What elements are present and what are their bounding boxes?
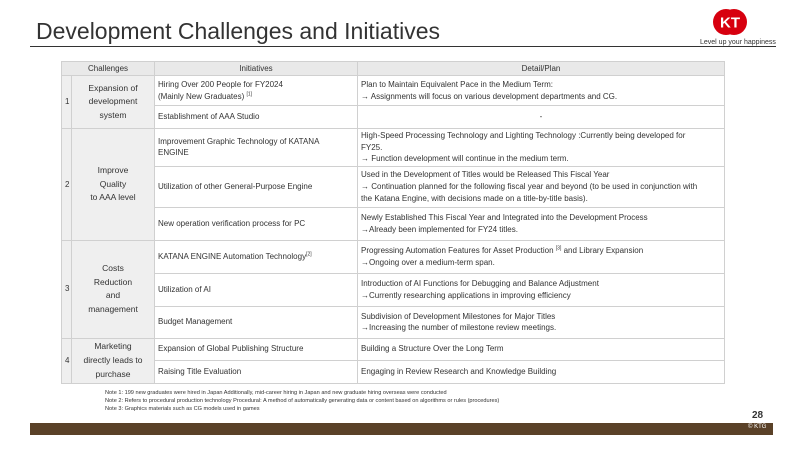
challenge-number: 1 bbox=[62, 76, 72, 129]
detail-cell: Used in the Development of Titles would be Released This Fiscal Year → Continuation planned for the following fiscal year and beyond (to be used in conjunction with the Katana Engine, with decisions made on a title-by-title basis). bbox=[358, 166, 725, 207]
detail-cell: - bbox=[358, 106, 725, 129]
challenge-label: Marketing directly leads to purchase bbox=[72, 338, 155, 383]
header-challenges: Challenges bbox=[62, 62, 155, 76]
page-title: Development Challenges and Initiatives bbox=[36, 18, 441, 44]
footnotes bbox=[105, 390, 499, 413]
table-row bbox=[62, 207, 725, 240]
footnote: Note 2: Refers to procedural production technology Procedural: A method of automatically generating data or content based on algorithms or rules (procedures) bbox=[105, 397, 500, 404]
detail-cell: Newly Established This Fiscal Year and Integrated into the Development Process →Already been implemented for FY24 titles. bbox=[358, 207, 725, 240]
table-row bbox=[62, 166, 725, 207]
initiative-cell: KATANA ENGINE Automation Technology[2] bbox=[155, 240, 358, 273]
footer-bar bbox=[30, 423, 773, 435]
detail-cell: Progressing Automation Features for Asset Production [3] and Library Expansion →Ongoing over a medium-term span. bbox=[358, 240, 725, 273]
note-mark: [2] bbox=[306, 251, 312, 258]
initiative-cell: Raising Title Evaluation bbox=[155, 360, 358, 383]
challenge-number: 3 bbox=[62, 240, 72, 338]
initiative-cell: New operation verification process for PC bbox=[155, 207, 358, 240]
challenge-label: Improve Quality to AAA level bbox=[72, 129, 155, 241]
initiative-cell: Budget Management bbox=[155, 306, 358, 338]
table-row bbox=[62, 129, 725, 167]
footnote: Note 1: 199 new graduates were hired in Japan Additionally, mid-career hiring in Japan and new graduate hiring overseas were conducted bbox=[105, 390, 447, 396]
challenge-label: Expansion of development system bbox=[72, 76, 155, 129]
initiative-cell: Utilization of other General-Purpose Engine bbox=[155, 166, 358, 207]
initiative-cell: Establishment of AAA Studio bbox=[155, 106, 358, 129]
copyright: © KTG bbox=[748, 424, 767, 430]
challenge-number: 4 bbox=[62, 338, 72, 383]
footnote: Note 3: Graphics materials such as CG models used in games bbox=[105, 405, 260, 412]
title-divider bbox=[30, 46, 776, 47]
initiative-cell: Expansion of Global Publishing Structure bbox=[155, 338, 358, 360]
table-row bbox=[62, 338, 725, 360]
table-row bbox=[62, 76, 725, 106]
table-row bbox=[62, 240, 725, 273]
header-initiatives: Initiatives bbox=[155, 62, 358, 76]
challenges-table bbox=[61, 61, 725, 384]
note-mark: [1] bbox=[246, 90, 253, 97]
tagline: Level up your happiness bbox=[700, 39, 776, 46]
detail-cell: Plan to Maintain Equivalent Pace in the Medium Term: → Assignments will focus on various development departments and CG. bbox=[358, 76, 725, 106]
note-mark: [3] bbox=[555, 245, 562, 252]
detail-cell: Introduction of AI Functions for Debugging and Balance Adjustment →Currently researching applications in improving efficiency bbox=[358, 273, 725, 306]
initiative-cell: Improvement Graphic Technology of KATANA ENGINE bbox=[155, 129, 358, 167]
detail-cell: Building a Structure Over the Long Term bbox=[358, 338, 725, 360]
table-row bbox=[62, 106, 725, 129]
initiative-cell: Hiring Over 200 People for FY2024 (Mainly New Graduates) [1] bbox=[155, 76, 358, 106]
challenge-label: Costs Reduction and management bbox=[72, 240, 155, 338]
challenge-number: 2 bbox=[62, 129, 72, 241]
table-row bbox=[62, 360, 725, 383]
logo-lettering: KT bbox=[720, 14, 740, 32]
detail-cell: High-Speed Processing Technology and Lighting Technology :Currently being developed for FY25. → Function development will continue in the medium term. bbox=[358, 129, 725, 167]
table-row bbox=[62, 306, 725, 338]
table-header-row bbox=[62, 62, 725, 76]
initiative-cell: Utilization of AI bbox=[155, 273, 358, 306]
detail-cell: Subdivision of Development Milestones for Major Titles →Increasing the number of milestone review meetings. bbox=[358, 306, 725, 338]
page-number: 28 bbox=[752, 410, 764, 421]
table-row bbox=[62, 273, 725, 306]
header-detail-plan: Detail/Plan bbox=[358, 62, 725, 76]
detail-cell: Engaging in Review Research and Knowledge Building bbox=[358, 360, 725, 383]
koei-tecmo-logo-icon bbox=[712, 7, 748, 37]
